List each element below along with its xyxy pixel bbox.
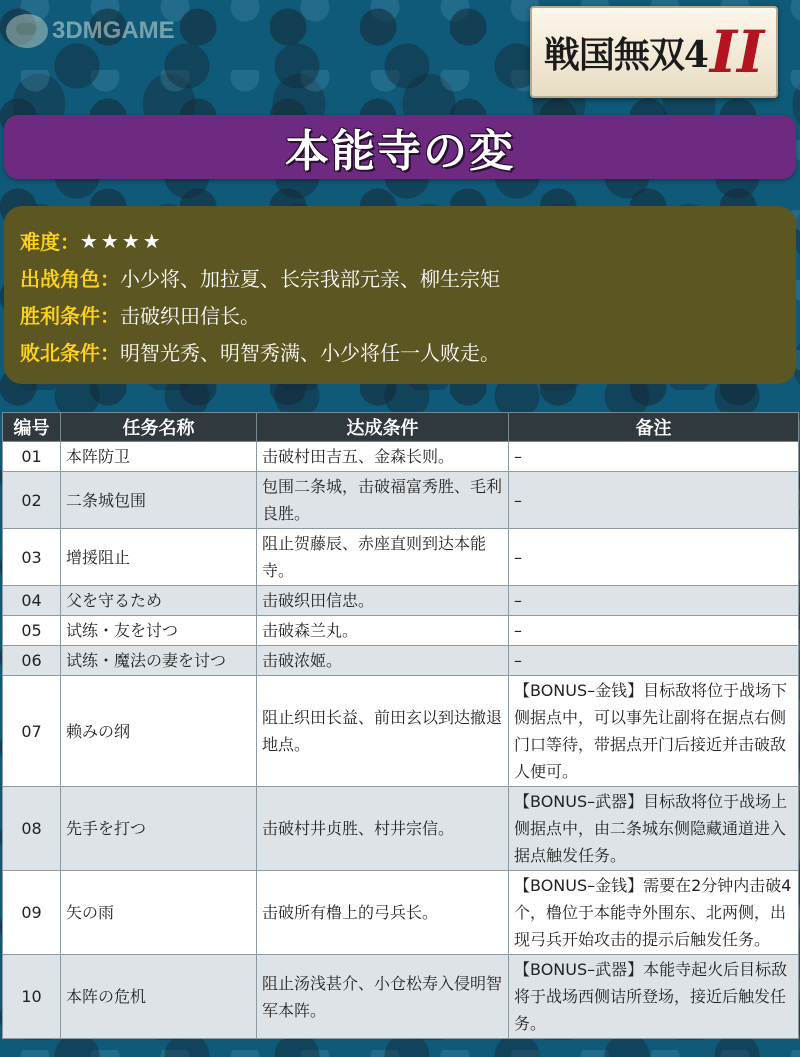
mission-name: 试练・魔法の妻を讨つ bbox=[61, 646, 257, 676]
stage-info-box bbox=[4, 206, 796, 384]
mission-num: 06 bbox=[3, 646, 61, 676]
mission-note: – bbox=[509, 472, 799, 529]
mission-note: – bbox=[509, 442, 799, 472]
header-condition: 达成条件 bbox=[257, 413, 509, 442]
watermark-logo-icon bbox=[6, 14, 48, 48]
title-banner bbox=[4, 115, 796, 179]
mission-note: 【BONUS–金钱】需要在2分钟内击破4个，橹位于本能寺外围东、北两侧，出现弓兵开始攻击的提示后触发任务。 bbox=[509, 871, 799, 955]
table-row bbox=[3, 955, 799, 1039]
table-row bbox=[3, 676, 799, 787]
mission-num: 03 bbox=[3, 529, 61, 586]
table-header-row bbox=[3, 413, 799, 442]
header-name: 任务名称 bbox=[61, 413, 257, 442]
mission-name: 父を守るため bbox=[61, 586, 257, 616]
characters-row bbox=[20, 259, 780, 296]
mission-condition: 击破织田信忠。 bbox=[257, 586, 509, 616]
mission-name: 二条城包围 bbox=[61, 472, 257, 529]
mission-condition: 阻止汤浅甚介、小仓松寿入侵明智军本阵。 bbox=[257, 955, 509, 1039]
victory-row bbox=[20, 296, 780, 333]
difficulty-label: 难度： bbox=[20, 230, 80, 254]
table-row bbox=[3, 442, 799, 472]
mission-num: 10 bbox=[3, 955, 61, 1039]
mission-name: 赖みの纲 bbox=[61, 676, 257, 787]
mission-num: 02 bbox=[3, 472, 61, 529]
mission-condition: 击破所有橹上的弓兵长。 bbox=[257, 871, 509, 955]
table-row bbox=[3, 616, 799, 646]
mission-note: 【BONUS–武器】目标敌将位于战场上侧据点中，由二条城东侧隐藏通道进入据点触发任务。 bbox=[509, 787, 799, 871]
page-title: 本能寺の変 bbox=[285, 126, 515, 177]
table-row bbox=[3, 529, 799, 586]
mission-note: – bbox=[509, 529, 799, 586]
mission-name: 增援阻止 bbox=[61, 529, 257, 586]
mission-num: 04 bbox=[3, 586, 61, 616]
table-row bbox=[3, 871, 799, 955]
mission-name: 先手を打つ bbox=[61, 787, 257, 871]
mission-condition: 阻止贺藤辰、赤座直则到达本能寺。 bbox=[257, 529, 509, 586]
mission-note: – bbox=[509, 586, 799, 616]
mission-condition: 击破村井贞胜、村井宗信。 bbox=[257, 787, 509, 871]
table-row bbox=[3, 646, 799, 676]
mission-num: 09 bbox=[3, 871, 61, 955]
mission-num: 01 bbox=[3, 442, 61, 472]
mission-condition: 击破村田吉五、金森长则。 bbox=[257, 442, 509, 472]
difficulty-stars: ★★★★ bbox=[80, 228, 164, 253]
difficulty-row bbox=[20, 222, 780, 259]
table-row bbox=[3, 787, 799, 871]
header-note: 备注 bbox=[509, 413, 799, 442]
mission-condition: 击破浓姬。 bbox=[257, 646, 509, 676]
watermark bbox=[6, 14, 175, 48]
defeat-value: 明智光秀、明智秀满、小少将任一人败走。 bbox=[120, 341, 500, 365]
table-row bbox=[3, 586, 799, 616]
victory-value: 击破织田信长。 bbox=[120, 304, 260, 328]
mission-num: 07 bbox=[3, 676, 61, 787]
mission-name: 本阵防卫 bbox=[61, 442, 257, 472]
mission-num: 05 bbox=[3, 616, 61, 646]
game-logo bbox=[530, 6, 778, 98]
game-logo-roman: II bbox=[709, 18, 765, 86]
mission-table bbox=[2, 412, 799, 1039]
mission-condition: 阻止织田长益、前田玄以到达撤退地点。 bbox=[257, 676, 509, 787]
mission-note: – bbox=[509, 616, 799, 646]
victory-label: 胜利条件： bbox=[20, 304, 120, 328]
header-num: 编号 bbox=[3, 413, 61, 442]
mission-name: 本阵の危机 bbox=[61, 955, 257, 1039]
mission-num: 08 bbox=[3, 787, 61, 871]
game-logo-title: 戦国無双4 bbox=[543, 33, 708, 76]
mission-condition: 击破森兰丸。 bbox=[257, 616, 509, 646]
mission-note: 【BONUS–武器】本能寺起火后目标敌将于战场西侧诘所登场，接近后触发任务。 bbox=[509, 955, 799, 1039]
mission-condition: 包围二条城，击破福富秀胜、毛利良胜。 bbox=[257, 472, 509, 529]
defeat-label: 败北条件： bbox=[20, 341, 120, 365]
mission-note: – bbox=[509, 646, 799, 676]
characters-value: 小少将、加拉夏、长宗我部元亲、柳生宗矩 bbox=[120, 267, 500, 291]
mission-name: 矢の雨 bbox=[61, 871, 257, 955]
table-row bbox=[3, 472, 799, 529]
mission-name: 试练・友を讨つ bbox=[61, 616, 257, 646]
watermark-text: 3DMGAME bbox=[52, 17, 175, 44]
characters-label: 出战角色： bbox=[20, 267, 120, 291]
mission-note: 【BONUS–金钱】目标敌将位于战场下侧据点中，可以事先让副将在据点右侧门口等待，带据点开门后接近并击破敌人便可。 bbox=[509, 676, 799, 787]
defeat-row bbox=[20, 333, 780, 370]
